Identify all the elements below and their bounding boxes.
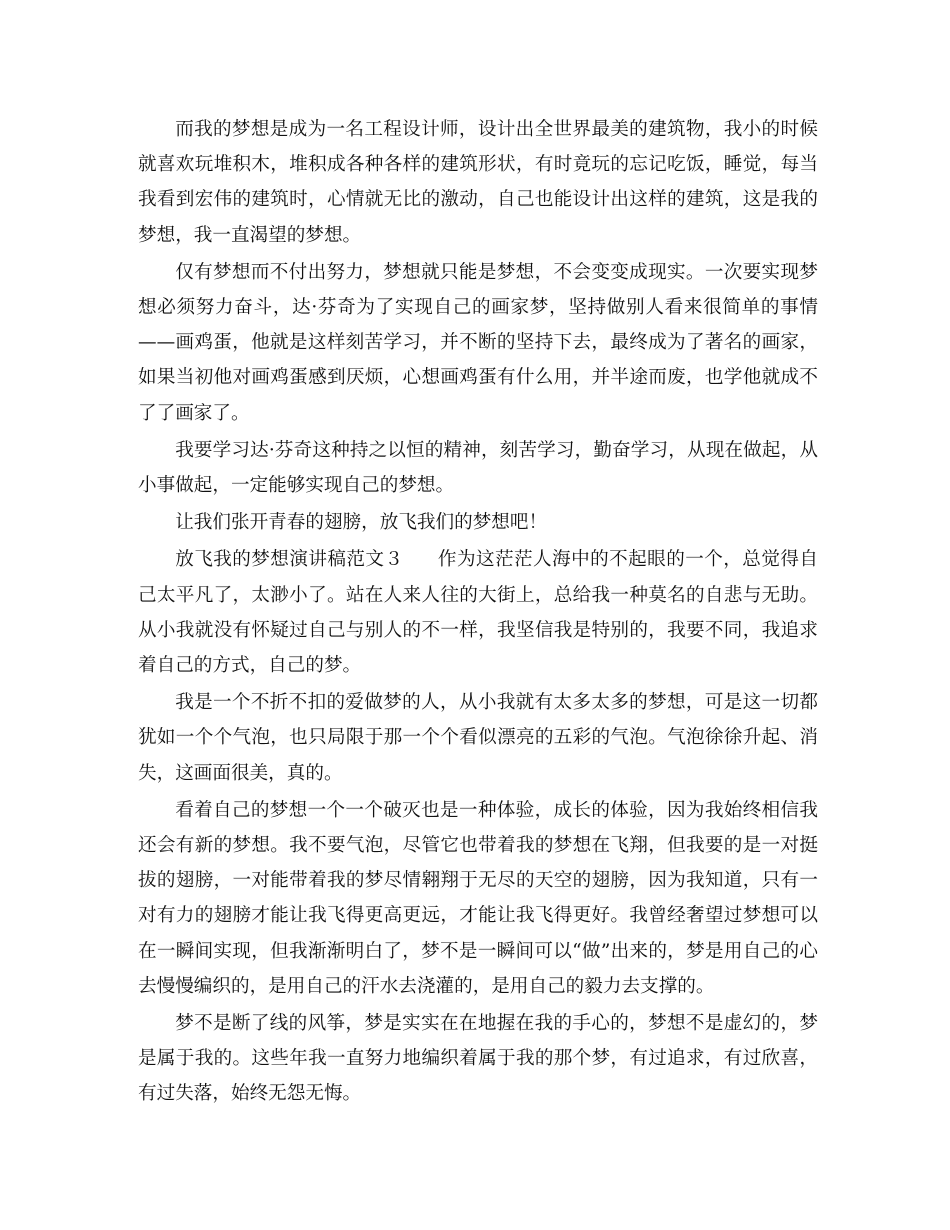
section-intro: 作为这茫茫人海中的不起眼的一个，总觉得自己太平凡了，太渺小了。站在人来人往的大街上，总给我一种莫名的自悲与无助。从小我就没有怀疑过自己与别人的不一样，我坚信我是特别的，我要不同，我追求着自己的方式，自己的梦。 bbox=[138, 549, 818, 677]
section-paragraph bbox=[138, 542, 818, 683]
paragraph-dream-architect: 而我的梦想是成为一名工程设计师，设计出全世界最美的建筑物，我小的时候就喜欢玩堆积木，堆积成各种各样的建筑形状，有时竟玩的忘记吃饭，睡觉，每当我看到宏伟的建筑时，心情就无比的激动，自己也能设计出这样的建筑，这是我的梦想，我一直渴望的梦想。 bbox=[138, 119, 818, 246]
paragraph-learn-davinci: 我要学习达·芬奇这种持之以恒的精神，刻苦学习，勤奋学习，从现在做起，从小事做起，一定能够实现自己的梦想。 bbox=[138, 439, 818, 497]
paragraph-fly-dream: 让我们张开青春的翅膀，放飞我们的梦想吧！ bbox=[175, 512, 548, 534]
paragraph-wings: 看着自己的梦想一个一个破灭也是一种体验，成长的体验，因为我始终相信我还会有新的梦想。我不要气泡，尽管它也带着我的梦想在飞翔，但我要的是一对挺拔的翅膀，一对能带着我的梦尽情翱翔于无尽的天空的翅膀，因为我知道，只有一对有力的翅膀才能让我飞得更高更远，才能让我飞得更好。我曾经奢望过梦想可以在一瞬间实现，但我渐渐明白了，梦不是一瞬间可以“做”出来的，梦是用自己的心去慢慢编织的，是用自己的汗水去浇灌的，是用自己的毅力去支撑的。 bbox=[138, 799, 818, 997]
document-body bbox=[138, 112, 818, 1114]
paragraph-kite: 梦不是断了线的风筝，梦是实实在在地握在我的手心的，梦想不是虚幻的，梦是属于我的。这些年我一直努力地编织着属于我的那个梦，有过追求，有过欣喜，有过失落，始终无怨无悔。 bbox=[138, 1013, 818, 1105]
paragraph-effort: 仅有梦想而不付出努力，梦想就只能是梦想，不会变变成现实。一次要实现梦想必须努力奋斗，达·芬奇为了实现自己的画家梦，坚持做别人看来很简单的事情——画鸡蛋，他就是这样刻苦学习，并不断的坚持下去，最终成为了著名的画家，如果当初他对画鸡蛋感到厌烦，心想画鸡蛋有什么用，并半途而废，也学他就成不了了画家了。 bbox=[138, 261, 818, 424]
paragraph-bubbles: 我是一个不折不扣的爱做梦的人，从小我就有太多太多的梦想，可是这一切都犹如一个个气泡，也只局限于那一个个看似漂亮的五彩的气泡。气泡徐徐升起、消失，这画面很美，真的。 bbox=[138, 692, 818, 784]
section-title: 放飞我的梦想演讲稿范文３ bbox=[175, 549, 404, 571]
